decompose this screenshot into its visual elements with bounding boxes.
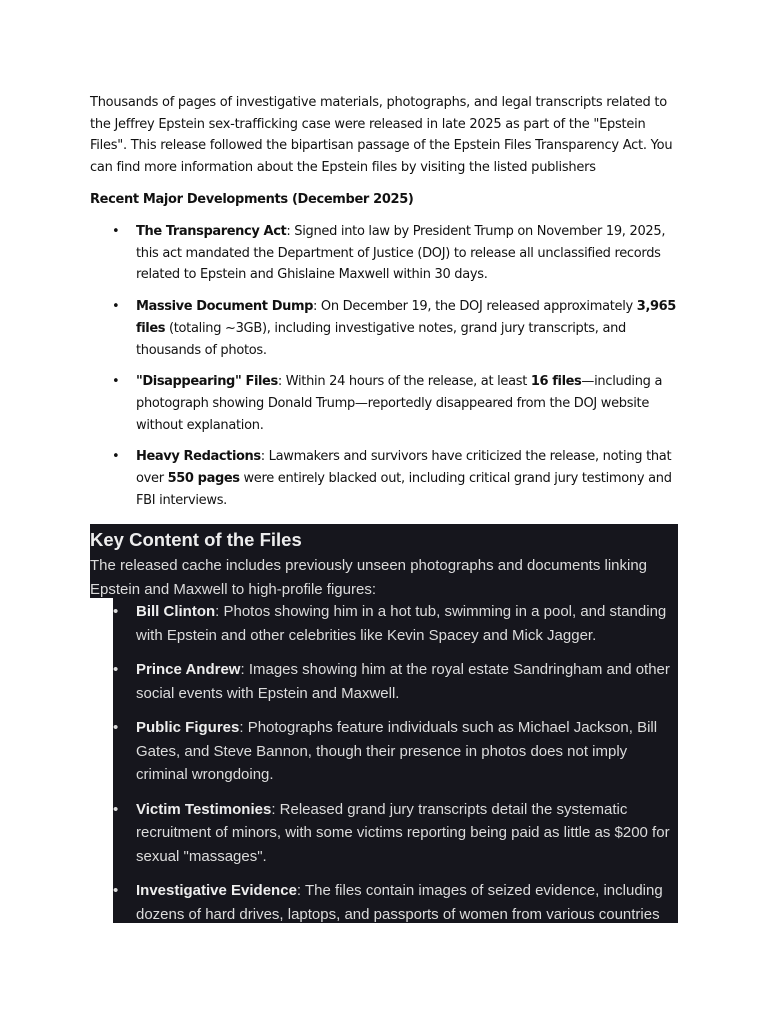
item-text: —including a photograph showing Donald Trump—reportedly disappeared from the DOJ website without explanation. [136, 374, 663, 433]
item-bold-value: 550 pages [167, 471, 240, 487]
key-content-list [90, 600, 678, 923]
list-item [90, 716, 678, 787]
item-title: Victim Testimonies [136, 800, 272, 818]
key-content-intro-text: The released cache includes previously unseen photographs and documents linking Epstein and Maxwell to high-profile figures: [90, 557, 648, 598]
list-item [90, 296, 680, 361]
key-content-intro [90, 554, 675, 601]
intro-paragraph: Thousands of pages of investigative materials, photographs, and legal transcripts related to the Jeffrey Epstein sex-trafficking case were released in late 2025 as part of the "Epstein Files". This release followed the bipartisan passage of the Epstein Files Transparency Act. You can find more information about the Epstein files by visiting the listed publishers [90, 95, 673, 176]
list-item [90, 446, 680, 511]
list-item [90, 879, 678, 923]
list-item [90, 600, 678, 647]
item-bold-value: 16 files [530, 374, 582, 390]
margin-divider [90, 598, 113, 924]
item-title: Investigative Evidence [136, 882, 297, 899]
item-title: Heavy Redactions [136, 449, 261, 465]
item-text: : Photographs feature individuals such as Michael Jackson, Bill Gates, and Steve Bannon, though their presence in photos does not imply criminal wrongdoing. [136, 719, 658, 783]
item-text: : Photos showing him in a hot tub, swimming in a pool, and standing with Epstein and other celebrities like Kevin Spacey and Mick Jagger. [136, 603, 667, 644]
item-text: : Lawmakers and survivors have criticized the release, noting that over [136, 449, 672, 487]
developments-heading: Recent Major Developments (December 2025) [90, 192, 414, 207]
item-text: : Signed into law by President Trump on November 19, 2025, this act mandated the Department of Justice (DOJ) to release all unclassified records related to Epstein and Ghislaine Maxwell within 30 days. [136, 224, 666, 283]
list-item [90, 371, 680, 436]
item-title: Prince Andrew [136, 661, 241, 678]
item-text: : Released grand jury transcripts detail the systematic recruitment of minors, with some victims reporting being paid as little as $200 for sexual "massages". [136, 800, 670, 865]
item-title: Massive Document Dump [136, 299, 313, 315]
item-title: The Transparency Act [136, 224, 287, 239]
list-item [90, 658, 678, 705]
item-title: Public Figures [136, 719, 240, 736]
list-item [90, 798, 678, 869]
item-text: : Within 24 hours of the release, at least [277, 374, 531, 390]
item-text: : Images showing him at the royal estate Sandringham and other social events with Epstein and Maxwell. [136, 661, 670, 702]
item-title: "Disappearing" Files [136, 374, 278, 390]
developments-list [90, 221, 680, 521]
item-text: (totaling ~3GB), including investigative notes, grand jury transcripts, and thousands of photos. [136, 320, 626, 358]
item-text: were entirely blacked out, including critical grand jury testimony and FBI interviews. [136, 471, 672, 508]
key-content-section [90, 524, 678, 923]
item-text: : On December 19, the DOJ released approximately [313, 299, 637, 315]
key-content-heading: Key Content of the Files [90, 529, 302, 550]
item-title: Bill Clinton [136, 603, 216, 620]
item-text: : The files contain images of seized evidence, including dozens of hard drives, laptops, and passports of women from various countries [136, 882, 663, 923]
list-item [90, 221, 680, 286]
item-bold-value: 3,965 files [136, 299, 676, 336]
